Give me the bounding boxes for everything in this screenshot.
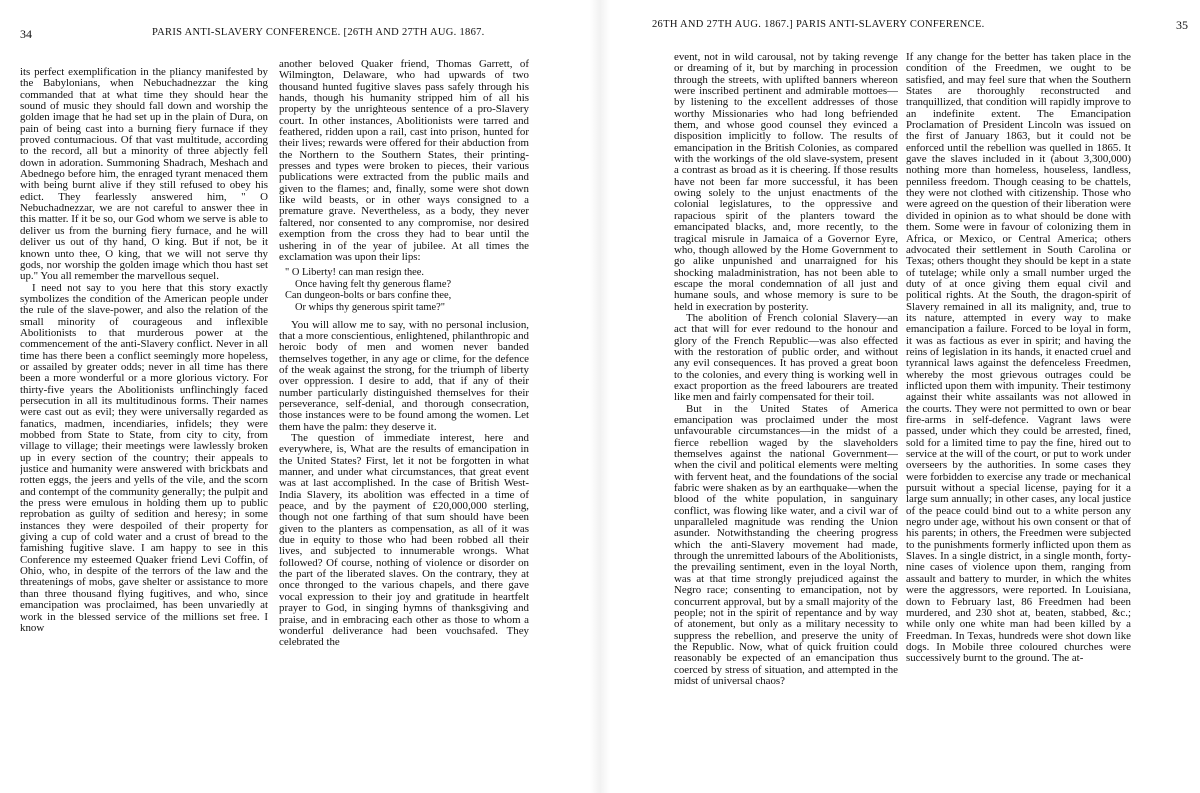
- paragraph: another beloved Quaker friend, Thomas Garrett, of Wilmington, Delaware, who had upwards of two thousand hunted fugitive slaves pass safely through his hands, though his humanity stripped him of all his property by the unrighteous sentence of a pro-Slavery court. In other instances, Abolitionists were tarred and feathered, ridden upon a rail, cast into prison, hunted for their lives; rewards were offered for their abduction from the Northern to the Southern States, their printing-presses and types were broken to pieces, their various publications were extracted from the public mails and given to the flames; and, finally, some were shot down like wild beasts, or in other ways consigned to a premature grave. Nevertheless, as a body, they never faltered, nor consented to any compromise, nor desired exemption from the cross they had to bear until the ushering in of the year of jubilee. At all times the exclamation was upon their lips:: [279, 59, 529, 263]
- left-column-1: [20, 67, 268, 783]
- right-column-2: [906, 52, 1131, 783]
- poem-line: Can dungeon-bolts or bars confine thee,: [285, 290, 452, 302]
- left-column-2: [279, 59, 529, 783]
- paragraph: You will allow me to say, with no personal inclusion, that a more conscientious, enlightened, philanthropic and heroic body of men and women never banded themselves together, in any age or clime, for the defence of the weak against the strong, for the triumph of liberty over oppression. I desire to add, that if any of their number particularly distinguished themselves for their perseverance, self-denial, and thorough consecration, those instances were to be found among the women. Let them have the palm: they deserve it.: [279, 318, 529, 433]
- right-column-1: [674, 52, 898, 783]
- paragraph: its perfect exemplification in the pliancy manifested by the Babylonians, when Nebuchadnezzar the king commanded that at what time they should hear the sound of music they should fall down and worship the golden image that he had set up in the plain of Dura, on pain of being cast into a burning fiery furnace if they proved contumacious. Of that vast multitude, according to the record, all but a minority of three abjectly fell down in adoration. Summoning Shadrach, Meshach and Abednego before him, the enraged tyrant menaced them with being burnt alive if they still refused to obey his edict. They fearlessly answered him, " O Nebuchadnezzar, we are not careful to answer thee in this matter. If it be so, our God whom we serve is able to deliver us from the burning fiery furnace, and he will deliver us out of thy hand, O king. But if not, be it known unto thee, O king, that we will not serve thy gods, nor worship the golden image which thou hast set up." You all remember the marvellous sequel.: [20, 67, 268, 283]
- paragraph: The question of immediate interest, here and everywhere, is, What are the results of emancipation in the United States? First, let it not be forgotten in what manner, and under what circumstances, that great event was at last accomplished. In the case of British West-India Slavery, its abolition was effected in a time of peace, and by the payment of £20,000,000 sterling, though not one farthing of that sum should have been given to the planters as compensation, as all of it was due in equity to those who had been robbed all their lives, and subjected to innumerable wrongs. What followed? Of course, nothing of violence or disorder on the part of the liberated slaves. On the contrary, they at once thronged to the various chapels, and there gave vocal expression to their joy and gratitude in heartfelt prayer to God, in singing hymns of thanksgiving and praise, and in embracing each other as those to whom a wonderful deliverance had been vouchsafed. They celebrated the: [279, 432, 529, 649]
- poem-line: Or whips thy generous spirit tame?": [295, 301, 445, 313]
- poem-quote: [285, 267, 529, 313]
- right-page: [600, 0, 1200, 793]
- page-number: 34: [20, 27, 32, 41]
- poem-line: Once having felt thy generous flame?: [295, 278, 452, 290]
- poem-line: " O Liberty! can man resign thee.: [285, 267, 424, 279]
- paragraph: event, not in wild carousal, not by taking revenge or dreaming of it, but by marching in procession through the streets, with uplifted banners whereon were inscribed pertinent and admirable mottoes—by listening to the excellent addresses of those worthy Missionaries who had long befriended them, and whose good counsel they evinced a disposition implicitly to follow. The results of emancipation in the British Colonies, as compared with the workings of the old slave-system, present a contrast as broad as it is cheering. If those results have not been far more successful, it has been owing solely to the unjust enactments of the colonial legislatures, to the oppressive and rapacious spirit of the planters toward the emancipated blacks, and, more recently, to the tragical misrule in Jamaica of a Governor Eyre, who, though allowed by the Home Government to go alike unpunished and unarraigned for his shocking maladministration, has not been able to escape the moral condemnation of all just and humane souls, and whose memory is sure to be held in execration by posterity.: [674, 52, 898, 313]
- paragraph: If any change for the better has taken place in the condition of the Freedmen, we ought to be satisfied, and may feel sure that when the Southern States are thoroughly reconstructed and tranquillized, that condition will rapidly improve to an indefinite extent. The Emancipation Proclamation of President Lincoln was issued on the first of January 1863, but it could not be enforced until the rebellion was quelled in 1865. It gave the slaves included in it (about 3,300,000) nothing more than homeless, houseless, landless, penniless freedom. Though ceasing to be chattels, they were not clothed with citizenship. Those who were agreed on the question of their liberation were divided in opinion as to what should be done with them. Some were in favour of colonizing them in Africa, or Mexico, or Central America; others advocated their settlement in South Carolina or Texas; others thought they should be kept in a state of tutelage; while only a small number urged the duty of at once giving them equal civil and political rights. At the South, the dragon-spirit of Slavery remained in all its malignity, and, true to its nature, attempted in every way to make emancipation a failure. Forced to be loyal in form, it was as factious as ever in spirit; and having the reins of legislation in its hands, it enacted cruel and tyrannical laws against the defenceless Freedmen, whereby the most grievous outrages could be inflicted upon them with impunity. Their testimony against their white assailants was not allowed in the courts. They were not permitted to own or bear fire-arms in self-defence. Vagrant laws were passed, under which they could be arrested, fined, sold for a limited time to pay the fine, hired out to service at the will of the court, or put to work under overseers by the authorities. In some cases they were forbidden to exercise any trade or mechanical pursuit without a special license, paying for it a large sum annually; in other cases, any local justice of the peace could bind out to a white person any negro under age, without his own consent or that of his parents; in others, the Freedmen were subjected to the punishments formerly inflicted upon them as Slaves. In a single district, in a single month, forty-nine cases of violence upon them, ranging from assault and battery to murder, in which the whites were the aggressors, were reported. In Louisiana, down to February last, 86 Freedmen had been murdered, and 230 shot at, beaten, stabbed, &c.; while only one white man had been killed by a Freedman. In Texas, hundreds were shot down like dogs. In Mobile three coloured churches were successively burnt to the ground. The at-: [906, 52, 1131, 665]
- page-number: 35: [1176, 18, 1188, 32]
- paragraph: I need not say to you here that this story exactly symbolizes the condition of the American people under the rule of the slave-power, and also the relation of the small minority of courageous and inflexible Abolitionists to that murderous power at the commencement of the anti-Slavery conflict. Never in all time has there been a conflict seemingly more hopeless, or assailed by greater odds; never in all time has there been a more wonderful or a more glorious victory. For thirty-five years the Abolitionists unflinchingly faced persecution in all its multitudinous forms. Their names were cast out as evil; they were universally regarded as fanatics, madmen, incendiaries, infidels; they were mobbed from State to State, from city to city, from village to village; their meetings were lawlessly broken up in every section of the country; their appeals to justice and humanity were answered with brickbats and rotten eggs, the jeers and yells of the vile, and the scorn and contempt of the community generally; the pulpit and the press were emulous in holding them up to public reprobation as guilty of sedition and heresy; in some instances they were despoiled of their property for giving a cup of cold water and a crust of bread to the famishing fugitive slave. I am happy to see in this Conference my esteemed Quaker friend Levi Coffin, of Ohio, who, in despite of the terrors of the law and the threatenings of mobs, gave shelter or assistance to more than three thousand flying fugitives, and who, since emancipation was proclaimed, has been unvariedly at work in the blessed service of the millions set free. I know: [20, 281, 268, 634]
- paragraph: But in the United States of America emancipation was proclaimed under the most unfavourable circumstances—in the midst of a fierce rebellion waged by the slaveholders themselves against the national Government—when the civil and political elements were melting with fervent heat, and the foundations of the social fabric were shaken as by an earthquake—when the blood of the white population, in sanguinary conflict, was flowing like water, and a civil war of unparalleled magnitude was rending the Union asunder. Notwithstanding the cheering progress which the anti-Slavery movement had made, through the unremitted labours of the Abolitionists, the prevailing sentiment, even in the loyal North, was at that time strongly prejudiced against the Negro race; consenting to emancipation, not by concurrent approval, but by a small majority of the people; not in the spirit of repentance and by way of atonement, but only as a military necessity to suppress the rebellion, and preserve the unity of the Republic. Now, what of quick fruition could reasonably be expected of an emancipation thus coerced by stress of situation, and attempted in the midst of universal chaos?: [674, 402, 898, 687]
- running-head: 26TH AND 27TH AUG. 1867.] PARIS ANTI-SLAVERY CONFERENCE.: [652, 19, 985, 30]
- running-head: PARIS ANTI-SLAVERY CONFERENCE. [26TH AND 27TH AUG. 1867.: [152, 27, 485, 38]
- paragraph: The abolition of French colonial Slavery—an act that will for ever redound to the honour and glory of the French Republic—was also effected with the restoration of public order, and without any evil consequences. It has proved a great boon to the colonies, and every thing is working well in exact proportion as the freed labourers are treated like men and fairly compensated for their toil.: [674, 311, 898, 404]
